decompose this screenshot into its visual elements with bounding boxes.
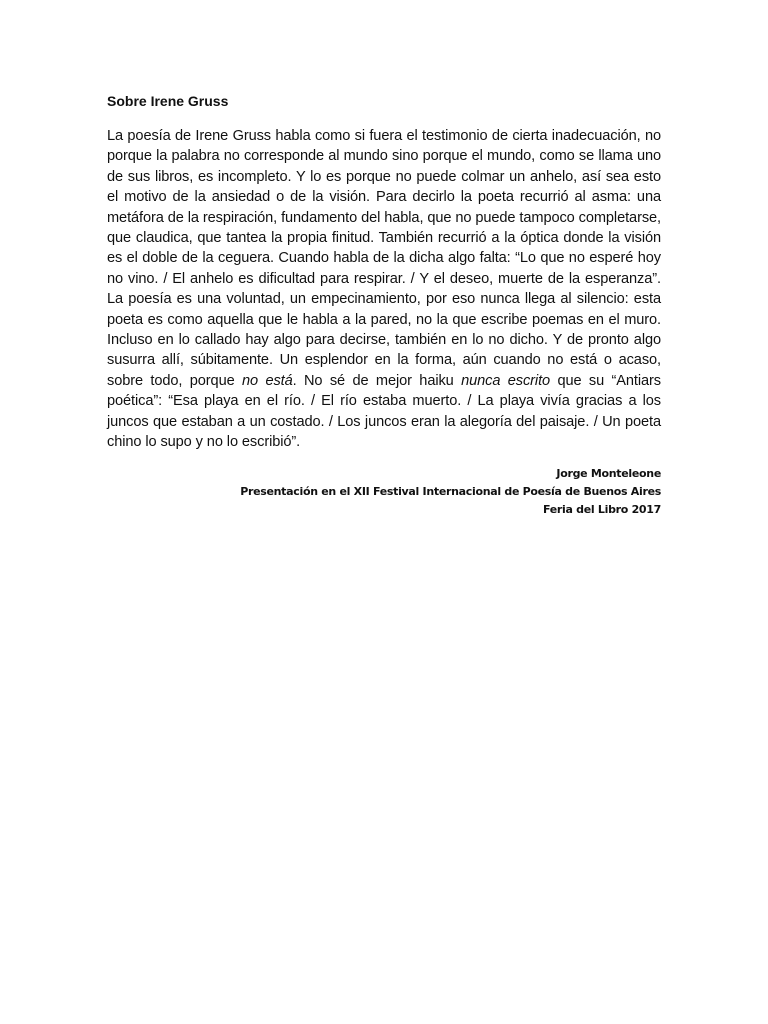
- paragraph-italic-no-esta: no está: [242, 372, 293, 389]
- signature-venue: Feria del Libro 2017: [543, 502, 661, 516]
- paragraph-text-part2: . No sé de mejor haiku: [292, 372, 462, 389]
- paragraph-italic-nunca-escrito: nunca escrito: [461, 372, 551, 389]
- paragraph-text-part1: La poesía de Irene Gruss habla como si fuera el testimonio de cierta inadecuación, no porque la palabra no corresponde al mundo sino porque el mundo, como se llama uno de sus libros, es incompleto. Y lo es porque no puede colmar un anhelo, así sea esto el motivo de la ansiedad o de la visión. Para decirlo la poeta recurrió al asma: una metáfora de la respiración, fundamento del habla, que no puede tampoco completarse, que claudica, que tantea la propia finitud. También recurrió a la óptica donde la visión es el doble de la ceguera. Cuando habla de la dicha algo falta: “Lo que no esperé hoy no vino. / El anhelo es dificultad para respirar. / Y el deseo, muerte de la esperanza”. La poesía es una voluntad, un empecinamiento, por eso nunca llega al silencio: esta poeta es como aquella que le habla a la pared, no la que escribe poemas en el muro. Incluso en lo callado hay algo para decirse, también en lo no dicho. Y de pronto algo susurra allí, súbitamente. Un esplendor en la forma, aún cuando no está o acaso, sobre todo, porque: [107, 128, 661, 389]
- body-paragraph: [107, 126, 661, 453]
- document-title: Sobre Irene Gruss: [107, 93, 229, 109]
- signature-event: Presentación en el XII Festival Internacional de Poesía de Buenos Aires: [240, 484, 661, 498]
- paragraph-text-part3: que su “Antiars poética”: “Esa playa en el río. / El río estaba muerto. / La playa vivía gracias a los juncos que estaban a un costado. / Los juncos eran la alegoría del paisaje. / Un poeta chino lo supo y no lo escribió”.: [107, 372, 661, 451]
- signature-block: [107, 465, 661, 519]
- document-page: [107, 92, 661, 519]
- signature-author: Jorge Monteleone: [556, 466, 661, 480]
